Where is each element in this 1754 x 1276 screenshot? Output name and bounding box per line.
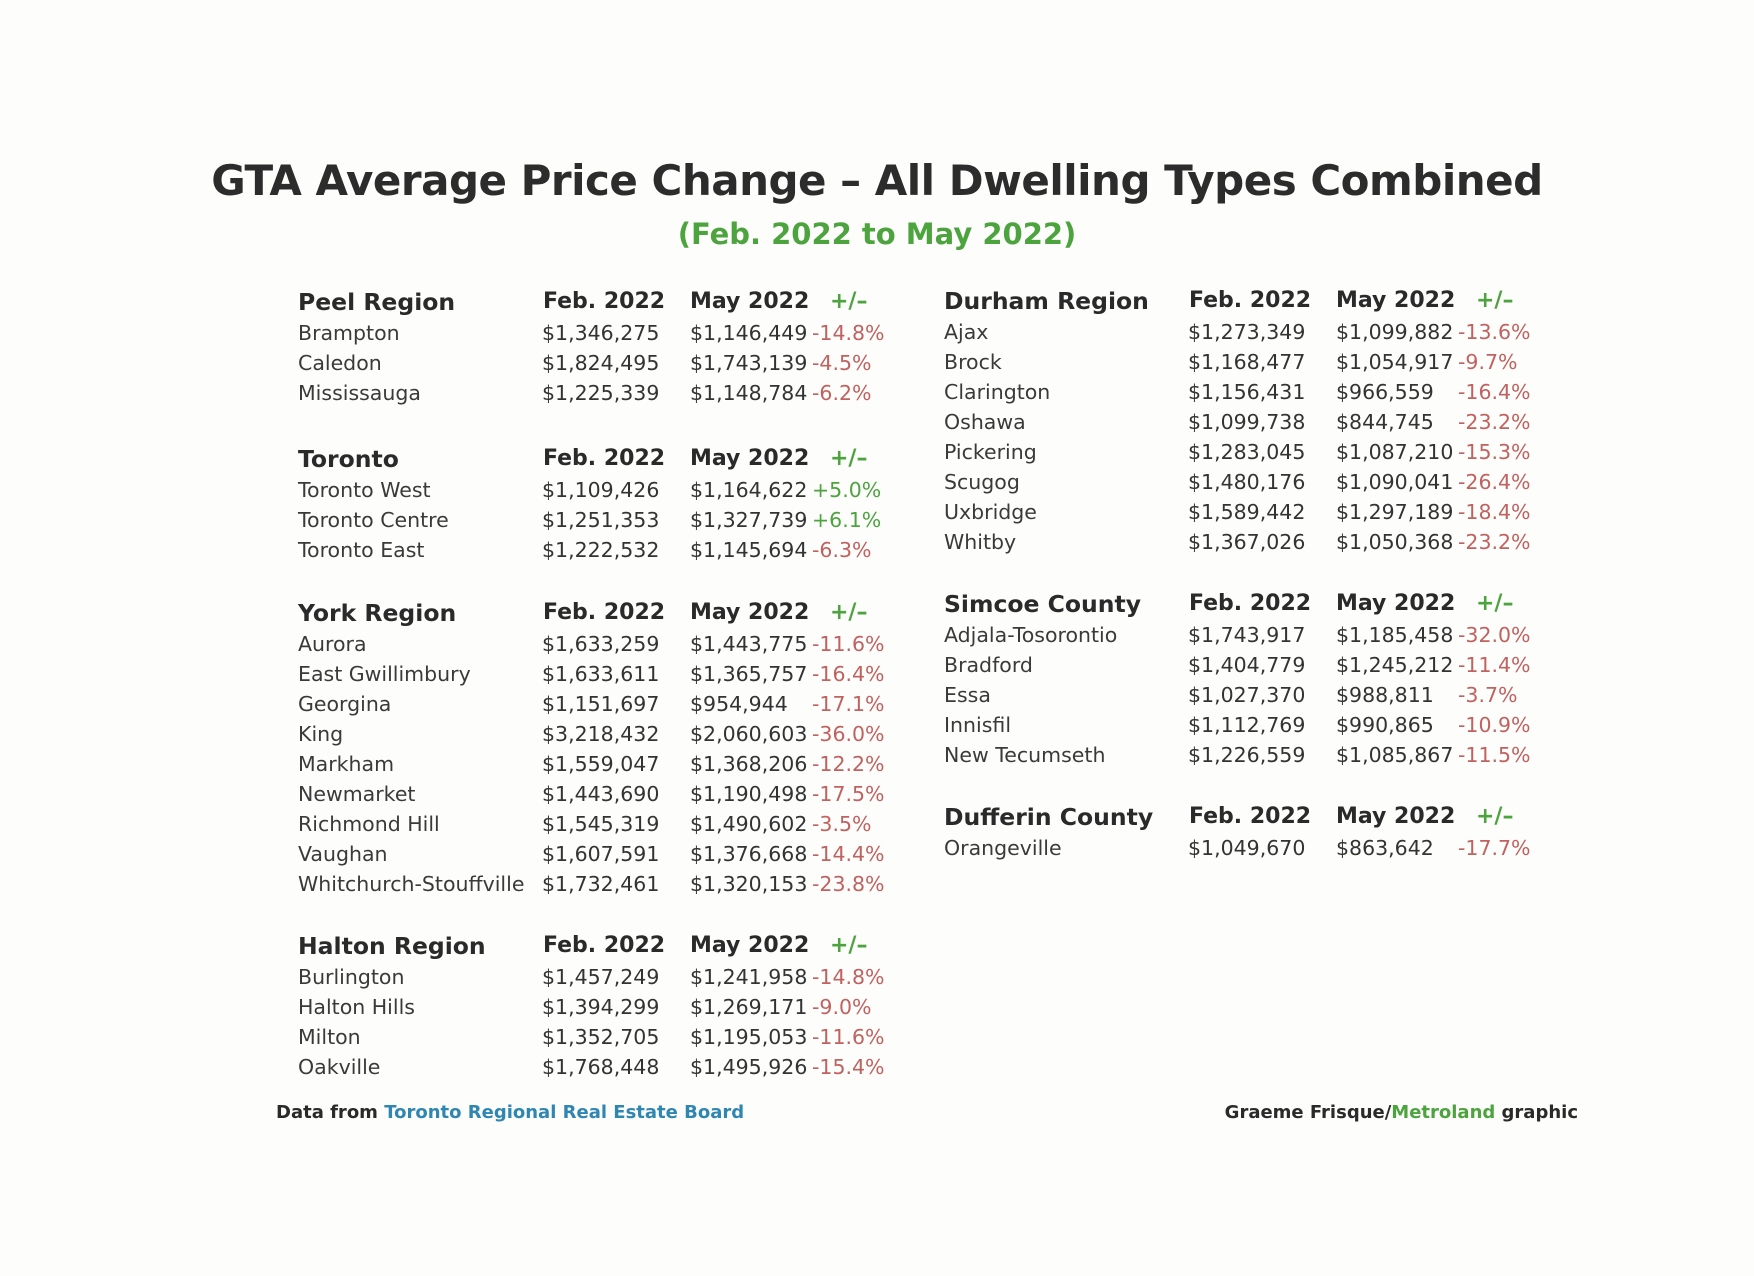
- municipality-name: Toronto Centre: [298, 508, 449, 532]
- feb-price: $1,151,697: [542, 692, 660, 716]
- feb-price: $1,732,461: [542, 872, 660, 896]
- feb-price: $1,346,275: [542, 321, 660, 345]
- price-change: -11.4%: [1458, 653, 1531, 677]
- may-price: $863,642: [1336, 836, 1434, 860]
- feb-price: $1,283,045: [1188, 440, 1306, 464]
- feb-price: $3,218,432: [542, 722, 660, 746]
- price-change: -23.2%: [1458, 530, 1531, 554]
- may-price: $1,297,189: [1336, 500, 1454, 524]
- region-name: Halton Region: [298, 932, 486, 960]
- source-link[interactable]: Toronto Regional Real Estate Board: [384, 1102, 745, 1123]
- region-name: York Region: [298, 599, 457, 627]
- may-price: $844,745: [1336, 410, 1434, 434]
- feb-price: $1,404,779: [1188, 653, 1306, 677]
- price-change: -12.2%: [812, 752, 885, 776]
- price-change: -6.2%: [812, 381, 872, 405]
- municipality-name: Brampton: [298, 321, 400, 345]
- price-change: -17.7%: [1458, 836, 1531, 860]
- price-change: +6.1%: [812, 508, 882, 532]
- may-price: $1,743,139: [690, 351, 808, 375]
- credit-suffix: graphic: [1495, 1102, 1578, 1123]
- feb-price: $1,589,442: [1188, 500, 1306, 524]
- feb-price: $1,352,705: [542, 1025, 660, 1049]
- may-price: $1,365,757: [690, 662, 808, 686]
- region-name: Peel Region: [298, 288, 456, 316]
- municipality-name: Oshawa: [944, 410, 1026, 434]
- may-price: $1,185,458: [1336, 623, 1454, 647]
- column-header-feb: Feb. 2022: [543, 446, 666, 471]
- feb-price: $1,443,690: [542, 782, 660, 806]
- feb-price: $1,109,426: [542, 478, 660, 502]
- feb-price: $1,824,495: [542, 351, 660, 375]
- feb-price: $1,027,370: [1188, 683, 1306, 707]
- region-name: Durham Region: [944, 287, 1149, 315]
- price-change: -17.1%: [812, 692, 885, 716]
- municipality-name: Georgina: [298, 692, 392, 716]
- municipality-name: Halton Hills: [298, 995, 415, 1019]
- feb-price: $1,156,431: [1188, 380, 1306, 404]
- column-header-change: +/–: [830, 600, 868, 625]
- credit-brand: Metroland: [1391, 1102, 1496, 1123]
- price-change: -14.8%: [812, 965, 885, 989]
- price-change: -3.5%: [812, 812, 872, 836]
- municipality-name: Caledon: [298, 351, 382, 375]
- feb-price: $1,225,339: [542, 381, 660, 405]
- may-price: $1,490,602: [690, 812, 808, 836]
- price-change: -14.8%: [812, 321, 885, 345]
- feb-price: $1,168,477: [1188, 350, 1306, 374]
- feb-price: $1,743,917: [1188, 623, 1306, 647]
- municipality-name: Clarington: [944, 380, 1051, 404]
- price-change: -3.7%: [1458, 683, 1518, 707]
- may-price: $1,148,784: [690, 381, 808, 405]
- column-header-may: May 2022: [1336, 591, 1456, 616]
- may-price: $1,376,668: [690, 842, 808, 866]
- municipality-name: Toronto East: [298, 538, 425, 562]
- column-header-may: May 2022: [690, 933, 810, 958]
- price-change: -9.7%: [1458, 350, 1518, 374]
- municipality-name: East Gwillimbury: [298, 662, 471, 686]
- price-change: -13.6%: [1458, 320, 1531, 344]
- may-price: $1,195,053: [690, 1025, 808, 1049]
- column-header-may: May 2022: [690, 446, 810, 471]
- price-change: -11.5%: [1458, 743, 1531, 767]
- price-change: -36.0%: [812, 722, 885, 746]
- municipality-name: Adjala-Tosorontio: [944, 623, 1118, 647]
- municipality-name: Newmarket: [298, 782, 416, 806]
- price-change: -23.8%: [812, 872, 885, 896]
- municipality-name: Richmond Hill: [298, 812, 440, 836]
- region-name: Simcoe County: [944, 590, 1142, 618]
- price-change: -32.0%: [1458, 623, 1531, 647]
- column-header-feb: Feb. 2022: [1189, 804, 1312, 829]
- page-subtitle: (Feb. 2022 to May 2022): [677, 217, 1077, 251]
- price-change: -14.4%: [812, 842, 885, 866]
- price-change: -15.4%: [812, 1055, 885, 1079]
- feb-price: $1,394,299: [542, 995, 660, 1019]
- data-source-note: [276, 1102, 744, 1123]
- price-change: -4.5%: [812, 351, 872, 375]
- municipality-name: Scugog: [944, 470, 1020, 494]
- may-price: $1,495,926: [690, 1055, 808, 1079]
- municipality-name: Aurora: [298, 632, 367, 656]
- price-change: -11.6%: [812, 1025, 885, 1049]
- feb-price: $1,049,670: [1188, 836, 1306, 860]
- feb-price: $1,367,026: [1188, 530, 1306, 554]
- may-price: $1,241,958: [690, 965, 808, 989]
- column-header-change: +/–: [1476, 804, 1514, 829]
- column-header-change: +/–: [830, 446, 868, 471]
- municipality-name: Toronto West: [298, 478, 431, 502]
- price-change: -23.2%: [1458, 410, 1531, 434]
- may-price: $1,146,449: [690, 321, 808, 345]
- municipality-name: Brock: [944, 350, 1002, 374]
- price-change: -15.3%: [1458, 440, 1531, 464]
- may-price: $1,090,041: [1336, 470, 1454, 494]
- municipality-name: Pickering: [944, 440, 1037, 464]
- municipality-name: Orangeville: [944, 836, 1062, 860]
- feb-price: $1,112,769: [1188, 713, 1306, 737]
- column-header-change: +/–: [830, 933, 868, 958]
- may-price: $1,368,206: [690, 752, 808, 776]
- feb-price: $1,480,176: [1188, 470, 1306, 494]
- feb-price: $1,222,532: [542, 538, 660, 562]
- municipality-name: Whitby: [944, 530, 1017, 554]
- column-header-may: May 2022: [690, 600, 810, 625]
- may-price: $1,245,212: [1336, 653, 1454, 677]
- feb-price: $1,559,047: [542, 752, 660, 776]
- municipality-name: Mississauga: [298, 381, 421, 405]
- feb-price: $1,545,319: [542, 812, 660, 836]
- source-prefix: Data from: [276, 1102, 385, 1123]
- column-header-feb: Feb. 2022: [543, 600, 666, 625]
- may-price: $2,060,603: [690, 722, 808, 746]
- column-header-change: +/–: [1476, 288, 1514, 313]
- feb-price: $1,226,559: [1188, 743, 1306, 767]
- region-name: Toronto: [298, 445, 399, 473]
- may-price: $1,320,153: [690, 872, 808, 896]
- column-header-feb: Feb. 2022: [1189, 288, 1312, 313]
- feb-price: $1,273,349: [1188, 320, 1306, 344]
- municipality-name: Vaughan: [298, 842, 388, 866]
- may-price: $954,944: [690, 692, 788, 716]
- municipality-name: Uxbridge: [944, 500, 1037, 524]
- column-header-may: May 2022: [1336, 288, 1456, 313]
- feb-price: $1,633,611: [542, 662, 660, 686]
- municipality-name: Innisfil: [944, 713, 1012, 737]
- price-change: -10.9%: [1458, 713, 1531, 737]
- column-header-may: May 2022: [1336, 804, 1456, 829]
- feb-price: $1,607,591: [542, 842, 660, 866]
- municipality-name: Milton: [298, 1025, 361, 1049]
- graphic-credit: [1225, 1102, 1578, 1123]
- may-price: $1,443,775: [690, 632, 808, 656]
- column-header-feb: Feb. 2022: [543, 289, 666, 314]
- municipality-name: Burlington: [298, 965, 405, 989]
- column-header-feb: Feb. 2022: [1189, 591, 1312, 616]
- may-price: $1,269,171: [690, 995, 808, 1019]
- feb-price: $1,633,259: [542, 632, 660, 656]
- municipality-name: Markham: [298, 752, 395, 776]
- region-name: Dufferin County: [944, 803, 1154, 831]
- feb-price: $1,457,249: [542, 965, 660, 989]
- price-change: -17.5%: [812, 782, 885, 806]
- may-price: $990,865: [1336, 713, 1434, 737]
- price-change: -26.4%: [1458, 470, 1531, 494]
- may-price: $1,050,368: [1336, 530, 1454, 554]
- may-price: $966,559: [1336, 380, 1434, 404]
- may-price: $1,145,694: [690, 538, 808, 562]
- feb-price: $1,768,448: [542, 1055, 660, 1079]
- municipality-name: Bradford: [944, 653, 1033, 677]
- may-price: $1,164,622: [690, 478, 808, 502]
- price-change: -11.6%: [812, 632, 885, 656]
- municipality-name: King: [298, 722, 344, 746]
- municipality-name: Oakville: [298, 1055, 381, 1079]
- price-change: -9.0%: [812, 995, 872, 1019]
- page-title: GTA Average Price Change – All Dwelling Types Combined: [211, 156, 1543, 205]
- column-header-may: May 2022: [690, 289, 810, 314]
- price-change: -18.4%: [1458, 500, 1531, 524]
- municipality-name: New Tecumseth: [944, 743, 1106, 767]
- may-price: $1,190,498: [690, 782, 808, 806]
- may-price: $1,327,739: [690, 508, 808, 532]
- municipality-name: Whitchurch-Stouffville: [298, 872, 525, 896]
- column-header-feb: Feb. 2022: [543, 933, 666, 958]
- may-price: $1,085,867: [1336, 743, 1454, 767]
- may-price: $1,099,882: [1336, 320, 1454, 344]
- price-change: -16.4%: [1458, 380, 1531, 404]
- feb-price: $1,251,353: [542, 508, 660, 532]
- municipality-name: Ajax: [944, 320, 989, 344]
- municipality-name: Essa: [944, 683, 991, 707]
- credit-name: Graeme Frisque/: [1224, 1102, 1392, 1123]
- price-change: -16.4%: [812, 662, 885, 686]
- may-price: $988,811: [1336, 683, 1434, 707]
- price-change: +5.0%: [812, 478, 882, 502]
- may-price: $1,054,917: [1336, 350, 1454, 374]
- column-header-change: +/–: [830, 289, 868, 314]
- feb-price: $1,099,738: [1188, 410, 1306, 434]
- may-price: $1,087,210: [1336, 440, 1454, 464]
- price-change: -6.3%: [812, 538, 872, 562]
- column-header-change: +/–: [1476, 591, 1514, 616]
